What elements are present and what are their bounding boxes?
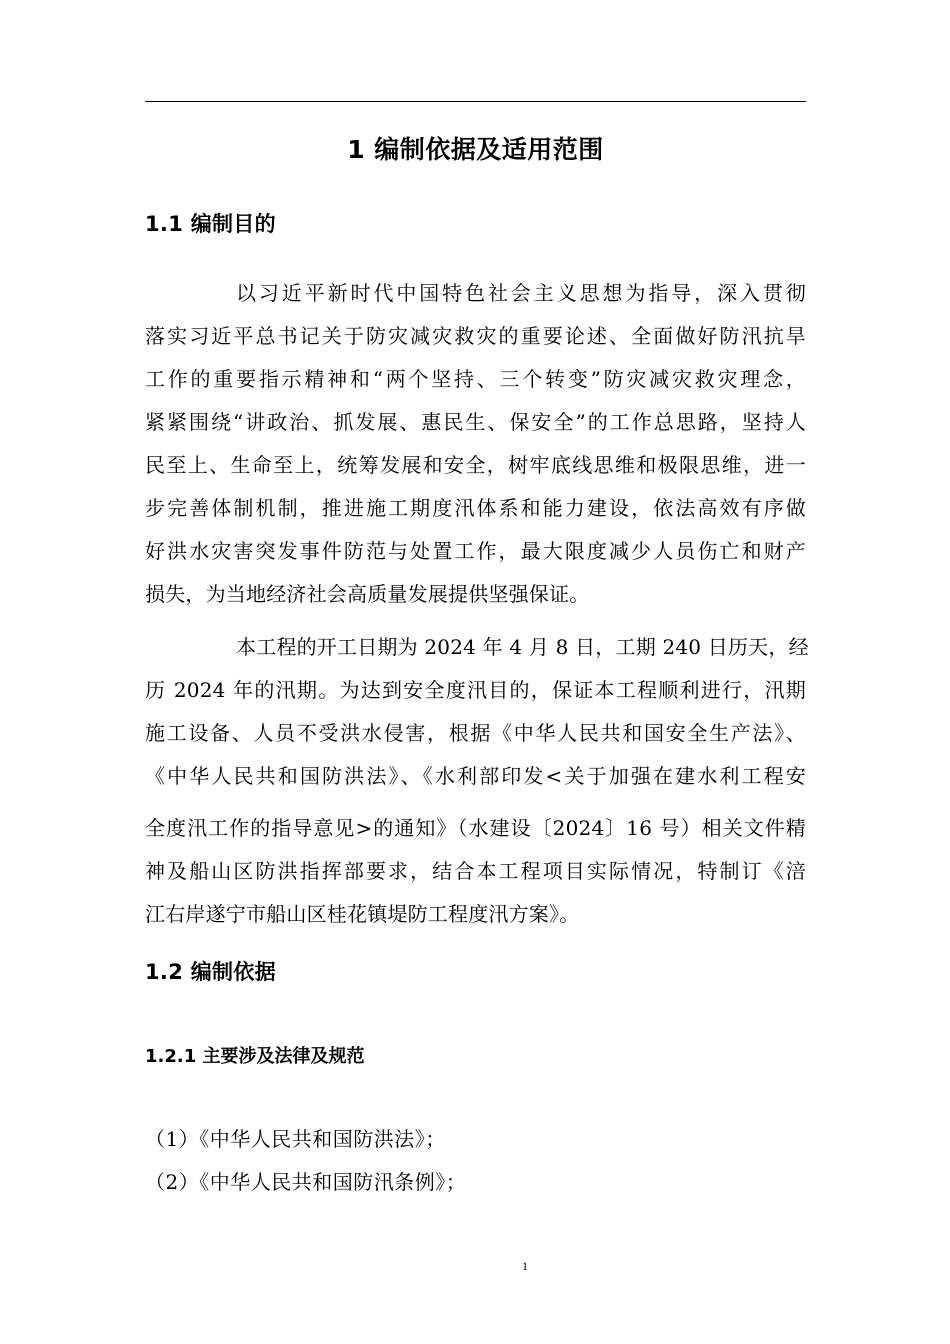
paragraph-line: 《中华人民共和国防洪法》、《水利部印发<关于加强在建水利工程安 xyxy=(145,764,806,788)
section-heading-1-1: 1.1 编制目的 xyxy=(145,212,276,236)
paragraph-line: 损失，为当地经济社会高质量发展提供坚强保证。 xyxy=(145,582,590,606)
header-rule xyxy=(145,101,806,102)
section-heading-1-2: 1.2 编制依据 xyxy=(145,960,276,984)
paragraph-line: 神及船山区防洪指挥部要求，结合本工程项目实际情况，特制订《涪 xyxy=(145,859,806,883)
paragraph-line: 以习近平新时代中国特色社会主义思想为指导，深入贯彻 xyxy=(236,281,806,305)
paragraph-line: 江右岸遂宁市船山区桂花镇堤防工程度汛方案》。 xyxy=(145,902,580,926)
paragraph-line: 落实习近平总书记关于防灾减灾救灾的重要论述、全面做好防汛抗旱 xyxy=(145,324,806,348)
paragraph-line: 工作的重要指示精神和“两个坚持、三个转变”防灾减灾救灾理念， xyxy=(145,367,806,391)
paragraph-line: 紧紧围绕“讲政治、抓发展、惠民生、保安全”的工作总思路，坚持人 xyxy=(145,410,806,434)
paragraph-line: 历 2024 年的汛期。为达到安全度汛目的，保证本工程顺利进行，汛期 xyxy=(145,678,806,702)
paragraph-line: 本工程的开工日期为 2024 年 4 月 8 日，工期 240 日历天，经 xyxy=(236,635,809,659)
paragraph-line: 好洪水灾害突发事件防范与处置工作，最大限度减少人员伤亡和财产 xyxy=(145,539,806,563)
list-item: （2）《中华人民共和国防汛条例》； xyxy=(145,1170,467,1194)
list-item: （1）《中华人民共和国防洪法》； xyxy=(145,1127,446,1151)
paragraph-line: 步完善体制机制，推进施工期度汛体系和能力建设，依法高效有序做 xyxy=(145,496,806,520)
paragraph-line: 全度汛工作的指导意见>的通知》（水建设〔2024〕16 号）相关文件精 xyxy=(145,816,806,840)
subsection-heading-1-2-1: 1.2.1 主要涉及法律及规范 xyxy=(145,1046,365,1067)
paragraph-line: 民至上、生命至上，统筹发展和安全，树牢底线思维和极限思维，进一 xyxy=(145,453,806,477)
paragraph-line: 施工设备、人员不受洪水侵害，根据《中华人民共和国安全生产法》、 xyxy=(145,721,806,745)
chapter-title: 1 编制依据及适用范围 xyxy=(347,135,604,164)
page-number: 1 xyxy=(522,1259,528,1273)
